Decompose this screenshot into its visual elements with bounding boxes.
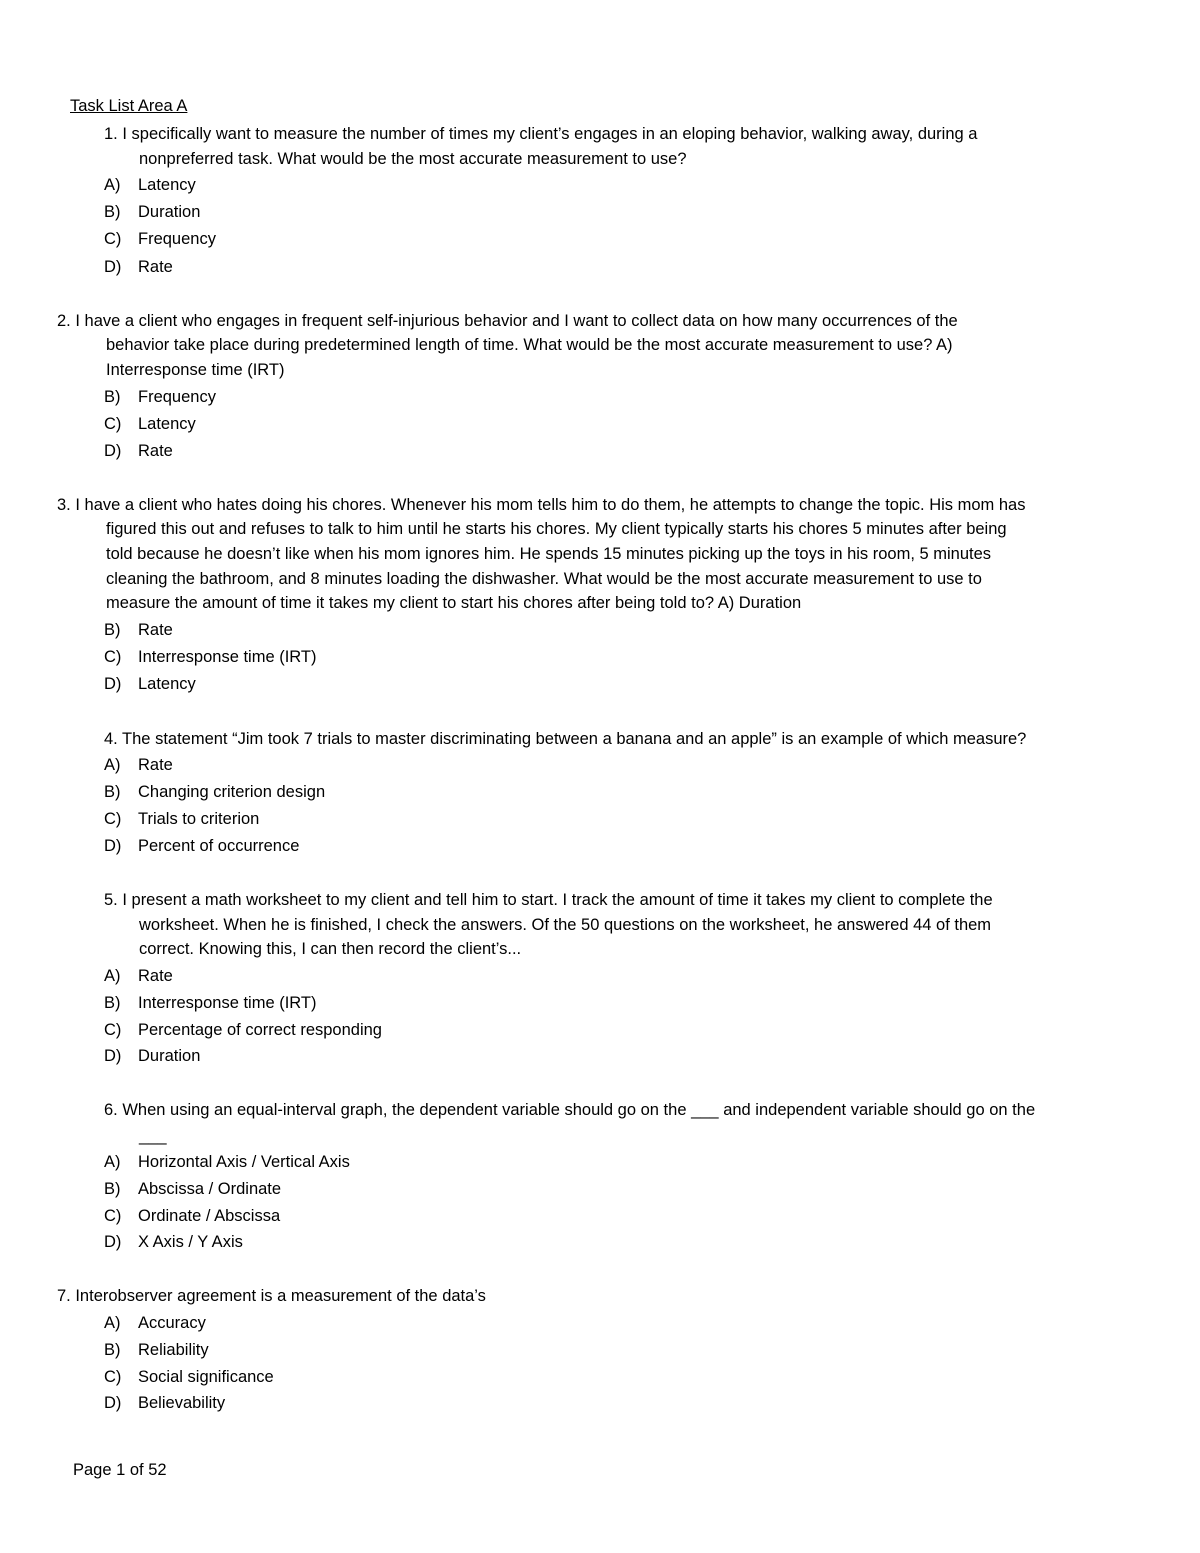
option-text: Duration <box>138 1047 201 1065</box>
option-text: Horizontal Axis / Vertical Axis <box>138 1153 350 1171</box>
option-text: Believability <box>138 1394 226 1412</box>
option-letter: A) <box>104 1314 121 1332</box>
option-letter: A) <box>104 176 121 194</box>
question-text-line: measure the amount of time it takes my client to start his chores after being told to? A) Duration <box>106 594 802 612</box>
option-text: X Axis / Y Axis <box>138 1233 243 1251</box>
answer-option <box>104 1367 274 1387</box>
question-text-line: Interresponse time (IRT) <box>106 361 285 379</box>
option-text: Rate <box>138 442 173 460</box>
question-text-line: told because he doesn’t like when his mom ignores him. He spends 15 minutes picking up the toys in his room, 5 minutes <box>106 545 992 563</box>
option-letter: C) <box>104 1368 122 1386</box>
question-text-line: worksheet. When he is finished, I check the answers. Of the 50 questions on the worksheet, he answered 44 of them <box>139 916 992 934</box>
answer-option <box>104 1020 382 1040</box>
question-text-line: figured this out and refuses to talk to him until he starts his chores. My client typically starts his chores 5 minutes after being <box>106 520 1007 538</box>
option-text: Changing criterion design <box>138 783 326 801</box>
option-text: Ordinate / Abscissa <box>138 1207 281 1225</box>
option-text: Trials to criterion <box>138 810 260 828</box>
option-text: Latency <box>138 176 196 194</box>
option-text: Rate <box>138 967 173 985</box>
answer-option <box>104 387 216 407</box>
answer-option <box>104 1313 206 1333</box>
option-letter: C) <box>104 230 122 248</box>
answer-option <box>104 441 173 461</box>
option-letter: D) <box>104 1047 122 1065</box>
option-letter: D) <box>104 1233 122 1251</box>
answer-option <box>104 229 216 249</box>
option-letter: B) <box>104 388 121 406</box>
answer-option <box>104 202 200 222</box>
option-text: Interresponse time (IRT) <box>138 994 317 1012</box>
question-text-line: nonpreferred task. What would be the most accurate measurement to use? <box>139 150 687 168</box>
option-letter: C) <box>104 415 122 433</box>
option-letter: B) <box>104 1341 121 1359</box>
answer-option <box>104 1393 225 1413</box>
answer-option <box>104 755 173 775</box>
option-text: Reliability <box>138 1341 209 1359</box>
option-letter: B) <box>104 994 121 1012</box>
answer-option <box>104 647 317 667</box>
option-text: Percent of occurrence <box>138 837 300 855</box>
answer-option <box>104 1232 243 1252</box>
option-text: Rate <box>138 756 173 774</box>
question-text-line: ___ <box>139 1127 167 1145</box>
option-text: Rate <box>138 621 173 639</box>
answer-option <box>104 1046 200 1066</box>
page-number: Page 1 of 52 <box>73 1461 167 1479</box>
answer-option <box>104 257 173 277</box>
question-text-line: cleaning the bathroom, and 8 minutes loading the dishwasher. What would be the most accurate measurement to use to <box>106 570 982 588</box>
answer-option <box>104 414 196 434</box>
option-letter: A) <box>104 756 121 774</box>
answer-option <box>104 620 173 640</box>
option-letter: C) <box>104 810 122 828</box>
option-text: Abscissa / Ordinate <box>138 1180 282 1198</box>
question-text-line: behavior take place during predetermined length of time. What would be the most accurate measurement to use? A) <box>106 336 953 354</box>
option-letter: D) <box>104 675 122 693</box>
answer-option <box>104 1206 280 1226</box>
question-text-line: correct. Knowing this, I can then record the client’s... <box>139 940 522 958</box>
question-text-line: 5. I present a math worksheet to my client and tell him to start. I track the amount of time it takes my client to complete the <box>104 891 993 909</box>
option-text: Accuracy <box>138 1314 206 1332</box>
question-text-line: 2. I have a client who engages in frequent self-injurious behavior and I want to collect data on how many occurrences of the <box>57 312 958 330</box>
option-text: Percentage of correct responding <box>138 1021 382 1039</box>
option-letter: A) <box>104 967 121 985</box>
option-letter: B) <box>104 1180 121 1198</box>
answer-option <box>104 1340 209 1360</box>
option-letter: B) <box>104 621 121 639</box>
option-text: Latency <box>138 415 196 433</box>
option-letter: B) <box>104 203 121 221</box>
question-text-line: 4. The statement “Jim took 7 trials to master discriminating between a banana and an apple” is an example of which measure? <box>104 730 1027 748</box>
option-text: Latency <box>138 675 196 693</box>
option-text: Duration <box>138 203 201 221</box>
option-letter: C) <box>104 1021 122 1039</box>
option-text: Frequency <box>138 388 216 406</box>
option-letter: D) <box>104 258 122 276</box>
option-letter: C) <box>104 648 122 666</box>
answer-option <box>104 175 196 195</box>
option-letter: D) <box>104 442 122 460</box>
answer-option <box>104 809 259 829</box>
question-text-line: 7. Interobserver agreement is a measurement of the data’s <box>57 1287 486 1305</box>
option-letter: B) <box>104 783 121 801</box>
page-title: Task List Area A <box>70 97 188 115</box>
answer-option <box>104 1179 281 1199</box>
answer-option <box>104 836 299 856</box>
question-text-line: 6. When using an equal-interval graph, the dependent variable should go on the ___ and independent variable should go on the <box>104 1101 1036 1119</box>
option-letter: D) <box>104 837 122 855</box>
option-text: Interresponse time (IRT) <box>138 648 317 666</box>
option-text: Frequency <box>138 230 216 248</box>
option-text: Social significance <box>138 1368 274 1386</box>
option-letter: A) <box>104 1153 121 1171</box>
answer-option <box>104 674 196 694</box>
answer-option <box>104 993 317 1013</box>
question-text-line: 3. I have a client who hates doing his chores. Whenever his mom tells him to do them, he attempts to change the topic. His mom has <box>57 496 1026 514</box>
option-text: Rate <box>138 258 173 276</box>
question-text-line: 1. I specifically want to measure the number of times my client’s engages in an eloping behavior, walking away, during a <box>104 125 978 143</box>
answer-option <box>104 782 325 802</box>
answer-option <box>104 966 173 986</box>
option-letter: C) <box>104 1207 122 1225</box>
option-letter: D) <box>104 1394 122 1412</box>
answer-option <box>104 1152 350 1172</box>
